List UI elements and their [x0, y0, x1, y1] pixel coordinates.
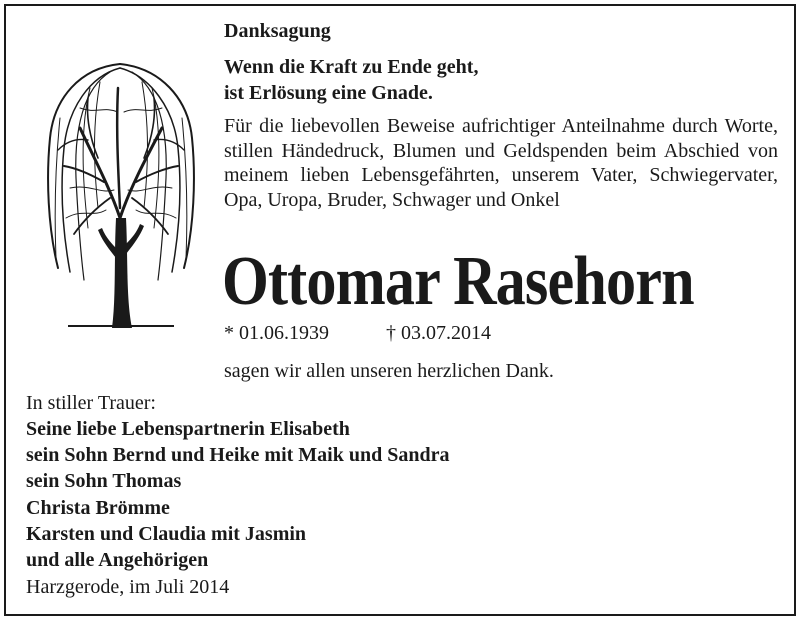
mourner-line: und alle Angehörigen: [26, 549, 209, 572]
life-dates: [224, 322, 491, 345]
mourner-line: Christa Brömme: [26, 496, 170, 519]
motto-line: ist Erlösung eine Gnade.: [224, 82, 433, 104]
place-date: Harzgerode, im Juli 2014: [26, 576, 230, 598]
mourner-line: Seine liebe Lebenspartnerin Elisabeth: [26, 418, 350, 440]
mourner-line: Karsten und Claudia mit Jasmin: [26, 522, 307, 545]
mourner-line: sein Sohn Bernd und Heike mit Maik und Sandra: [26, 444, 450, 467]
mourners-list: [26, 416, 449, 573]
notice-heading: Danksagung: [224, 20, 331, 42]
thanks-line: sagen wir allen unseren herzlichen Dank.: [224, 360, 554, 382]
motto-line: Wenn die Kraft zu Ende geht,: [224, 56, 479, 78]
obituary-notice: [4, 4, 796, 616]
death-date: † 03.07.2014: [386, 322, 491, 344]
birth-date: * 01.06.1939: [224, 322, 329, 344]
motto: [224, 54, 478, 106]
deceased-name: Ottomar Rasehorn: [222, 243, 694, 320]
weeping-tree-icon: [40, 58, 202, 330]
mourner-line: sein Sohn Thomas: [26, 470, 182, 493]
mourning-intro: In stiller Trauer:: [26, 392, 156, 414]
thanks-paragraph: Für die liebevollen Beweise aufrichtiger Anteilnahme durch Worte, stillen Händedruck, Blumen und Geldspenden beim Abschied von meinem lieben Lebensgefährten, unserem Vater, Schwiegervater, Opa, Uropa, Bruder, Schwager und Onkel: [224, 115, 778, 211]
